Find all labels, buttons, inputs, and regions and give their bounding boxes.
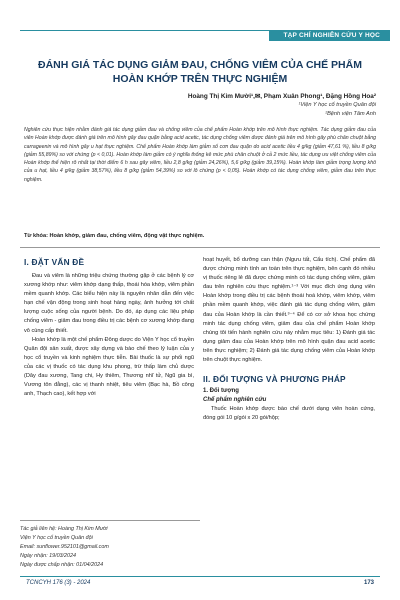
- authors: Hoàng Thị Kim Mười¹,✉, Phạm Xuân Phong¹, Đặng Hồng Hoa²: [187, 93, 376, 100]
- left-column: [24, 256, 194, 399]
- note-line: Ngày được chấp nhận: 01/04/2024: [20, 562, 104, 568]
- page-footer: [20, 576, 380, 590]
- affiliation-2: ²Bệnh viện Tâm Anh: [325, 111, 376, 117]
- section-heading-intro: I. ĐẶT VẤN ĐỀ: [24, 257, 85, 267]
- intro-paragraph-1: Đau và viêm là những triệu chứng thường gặp ở các bệnh lý cơ xương khớp như: viêm khớp dạng thấp, thoái hóa khớp, viêm phần mềm quanh khớp. Các biểu hiện này là nguyên nhân dẫn đến việc hạn chế vận động trong sinh hoạt hàng ngày, ảnh hưởng tới chất lượng cuộc sống của người bệnh. Do đó, áp dụng các liệu pháp chống viêm - giảm đau trong điều trị các bệnh cơ xương khớp đang vô cùng cấp thiết.: [24, 273, 194, 334]
- journal-tag: TẠP CHÍ NGHIÊN CỨU Y HỌC: [269, 30, 390, 41]
- page-number: 173: [363, 580, 374, 586]
- journal-header-bar: [20, 30, 390, 44]
- note-line: Tác giả liên hệ: Hoàng Thị Kim Mười: [20, 526, 108, 532]
- journal-issue: TCNCYH 176 (3) - 2024: [26, 580, 91, 586]
- methods-paragraph-1: Thuốc Hoàn khớp được bào chế dưới dạng viên hoàn cứng, đóng gói 10 g/gói x 20 gói/hộp;: [203, 406, 375, 422]
- intro-paragraph-3: hoạt huyết, bổ dưỡng can thận (Ngưu tất, Cẩu tích). Chế phẩm đã được chứng minh tính an toàn trên thực nghiệm, bên cạnh đó nhiều vị thuốc riêng lẻ đã được chứng minh có tác dụng chống viêm, giảm đau trên nghiên cứu thực nghiệm.¹⁻³ Với mục đích ứng dụng viên Hoàn khớp trong điều trị các bệnh thoái hoá khớp, viêm khớp, viêm phần mềm quanh khớp, việc đánh giá tác dụng chống viêm, giảm đau của Hoàn khớp là cần thiết.³⁻⁴ Để có cơ sở khoa học chứng minh tác dụng chống viêm, giảm đau của chế phẩm Hoàn khớp chúng tôi tiến hành nghiên cứu này nhằm mục tiêu: 1) Đánh giá tác dụng giảm đau của Hoàn khớp trên mô hình quặn đau acid acetic trên thực nghiệm; 2) Đánh giá tác dụng chống viêm của Hoàn khớp trên chuột thực nghiệm.: [203, 257, 375, 364]
- note-line: Viện Y học cổ truyền Quân đội: [20, 535, 93, 541]
- keywords: Từ khóa: Hoàn khớp, giảm đau, chống viêm, động vật thực nghiệm.: [24, 233, 205, 239]
- note-line: Email: sunflower.952101@gmail.com: [20, 544, 109, 550]
- subsection-heading-subjects: 1. Đối tượng: [203, 388, 239, 395]
- abstract: Nghiên cứu thực hiện nhằm đánh giá tác dụng giảm đau và chống viêm của chế phẩm Hoàn khớp trên mô hình thực nghiệm. Tác dụng giảm đau của viên Hoàn khớp được đánh giá trên mô hình gây đau quặn bằng acid acetic, tác dụng chống viêm được đánh giá trên mô hình gây phù chân chuột bằng carrageenin và mô hình gây u hạt thực nghiệm. Chế phẩm Hoàn khớp làm giảm số cơn đau quặn do acid acetic liều 4 g/kg (giảm 47,61 %), liều 8 g/kg (giảm 55,89%) so với chứng (p < 0,01). Hoàn khớp làm giảm có ý nghĩa thống kê mức phù chân chuột ở cả 2 mức liều, tác dụng ưu việt chống viêm của Hoàn khớp thể hiện rõ nhất tại thời điểm 6 h sau gây viêm, liều 2,8 g/kg (giảm 24,26%), 5,6 g/kg (giảm 39,15%). Hoàn khớp làm giảm trọng lượng khô của u hạt, liều 4 g/kg (giảm 38,57%), liều 8 g/kg (giảm 54,39%) so với lô chứng (p < 0,05). Hoàn khớp có tác dụng chống viêm, giảm đau trên thực nghiệm.: [24, 127, 376, 183]
- right-column: [203, 256, 375, 423]
- intro-paragraph-2: Hoàn khớp là một chế phẩm Đông dược do Viện Y học cổ truyền Quân đội sản xuất, được xây dựng và bào chế theo lý luận của y học cổ truyền và kinh nghiệm thực tiễn. Bài thuốc là sự phối ngũ của các vị thuốc có tác dụng khu phong, trừ thấp làm chủ dược (Dây đau xương, Tang chi, Hy thiêm, Thương nhĩ tử, Ngũ gia bì, Vương tôn đằng), các vị thanh nhiệt, tiêu viêm (Bạc hà, Bồ công anh, Thạch cao), kết hợp với: [24, 336, 194, 398]
- correspondence-note: [20, 520, 200, 570]
- section-heading-methods: II. ĐỐI TƯỢNG VÀ PHƯƠNG PHÁP: [203, 374, 346, 385]
- affiliation-1: ¹Viện Y học cổ truyền Quân đội: [298, 102, 376, 108]
- subsubsection-heading-product: Chế phẩm nghiên cứu: [203, 397, 267, 404]
- article-title: ĐÁNH GIÁ TÁC DỤNG GIẢM ĐAU, CHỐNG VIÊM CỦA CHẾ PHẨM HOÀN KHỚP TRÊN THỰC NGHIỆM: [38, 59, 362, 85]
- divider: [20, 247, 380, 248]
- note-line: Ngày nhận: 19/03/2024: [20, 553, 77, 559]
